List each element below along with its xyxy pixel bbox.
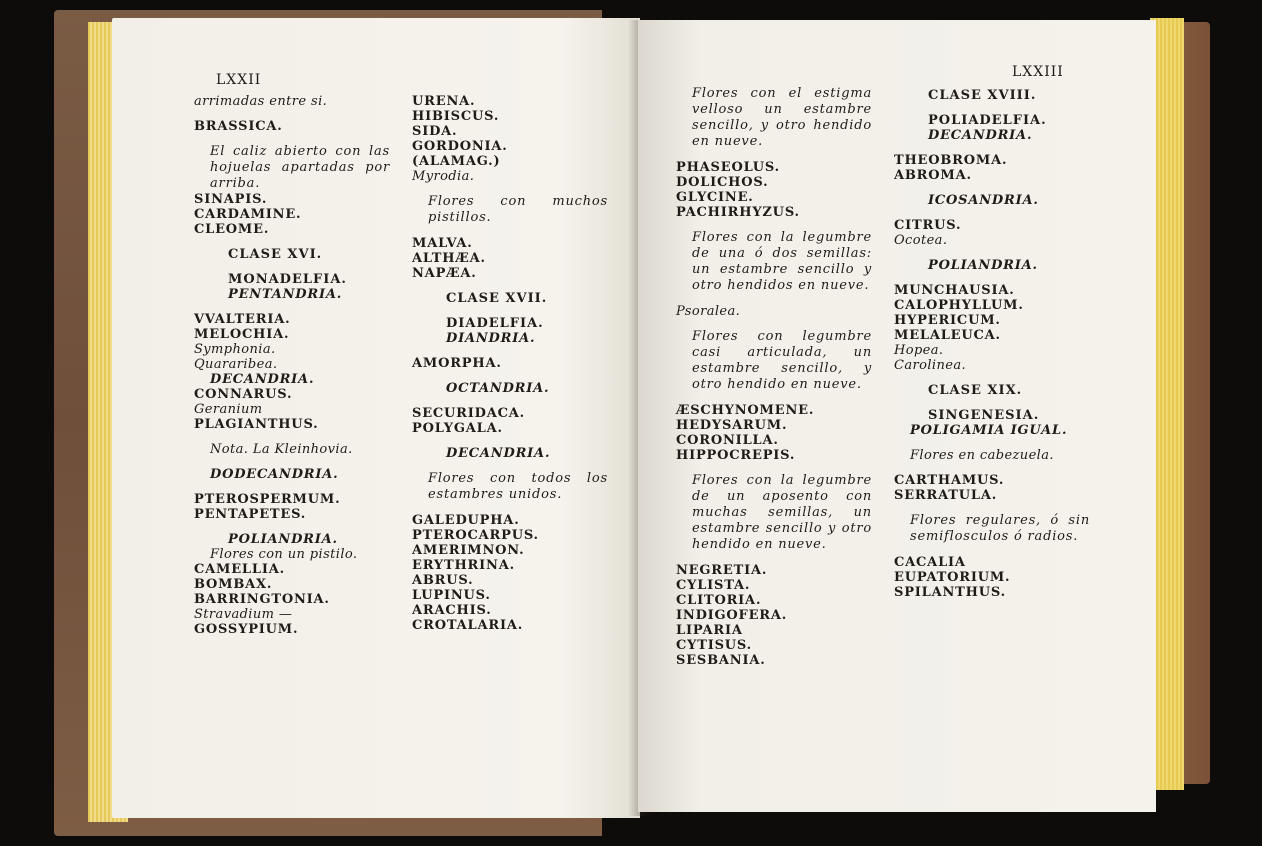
spacer bbox=[412, 461, 608, 471]
class-heading: DIADELFIA. bbox=[446, 316, 544, 331]
italic-entry: Ocotea. bbox=[894, 233, 948, 248]
genus-name: MELALEUCA. bbox=[894, 328, 1001, 343]
spacer bbox=[894, 248, 1090, 258]
genus-name: BRASSICA. bbox=[194, 119, 283, 134]
description-paragraph: Flores con la legumbre de una ó dos semillas: un estambre sencillo y otro hendidos en nueve. bbox=[692, 230, 872, 293]
genus-name: SERRATULA. bbox=[894, 488, 998, 503]
page-number: LXXII bbox=[216, 72, 262, 88]
spacer bbox=[894, 438, 1090, 448]
genus-name: (ALAMAG.) bbox=[412, 154, 501, 169]
spacer bbox=[894, 503, 1090, 513]
genus-name: CLITORIA. bbox=[676, 593, 762, 608]
genus-name: AMERIMNON. bbox=[412, 543, 525, 558]
spacer bbox=[676, 393, 872, 403]
description-paragraph: Flores con muchos pistillos. bbox=[428, 194, 608, 225]
italic-entry: Geranium bbox=[194, 402, 263, 417]
genus-name: PENTAPETES. bbox=[194, 507, 307, 522]
genus-name: MUNCHAUSIA. bbox=[894, 283, 1015, 298]
genus-name: HIBISCUS. bbox=[412, 109, 500, 124]
class-heading: CLASE XVII. bbox=[446, 291, 548, 306]
italic-entry: Nota. La Kleinhovia. bbox=[210, 442, 353, 457]
spacer bbox=[412, 346, 608, 356]
genus-name: CLEOME. bbox=[194, 222, 270, 237]
genus-name: CARDAMINE. bbox=[194, 207, 302, 222]
description-paragraph: Flores con todos los estambres unidos. bbox=[428, 471, 608, 502]
genus-name: POLYGALA. bbox=[412, 421, 503, 436]
spacer bbox=[894, 463, 1090, 473]
genus-name: ABRUS. bbox=[412, 573, 474, 588]
genus-name: CAMELLIA. bbox=[194, 562, 285, 577]
genus-name: HIPPOCREPIS. bbox=[676, 448, 796, 463]
spacer bbox=[894, 103, 1090, 113]
italic-entry: Hopea. bbox=[894, 343, 944, 358]
right-column-2 bbox=[894, 88, 1090, 600]
class-heading: MONADELFIA. bbox=[228, 272, 347, 287]
order-heading: ICOSANDRIA. bbox=[928, 193, 1039, 208]
genus-name: ÆSCHYNOMENE. bbox=[676, 403, 815, 418]
spacer bbox=[676, 294, 872, 304]
genus-name: NEGRETIA. bbox=[676, 563, 768, 578]
order-heading: PENTANDRIA. bbox=[228, 287, 343, 302]
italic-entry: Symphonia. bbox=[194, 342, 276, 357]
genus-name: SPILANTHUS. bbox=[894, 585, 1006, 600]
spacer bbox=[194, 432, 390, 442]
genus-name: DOLICHOS. bbox=[676, 175, 769, 190]
genus-name: PHASEOLUS. bbox=[676, 160, 780, 175]
spacer bbox=[412, 436, 608, 446]
genus-name: LIPARIA bbox=[676, 623, 743, 638]
genus-name: SIDA. bbox=[412, 124, 458, 139]
genus-name: SECURIDACA. bbox=[412, 406, 525, 421]
genus-name: ABROMA. bbox=[894, 168, 972, 183]
spacer bbox=[676, 553, 872, 563]
genus-name: ERYTHRINA. bbox=[412, 558, 515, 573]
italic-entry: Carolinea. bbox=[894, 358, 967, 373]
spacer bbox=[412, 396, 608, 406]
genus-name: ARACHIS. bbox=[412, 603, 492, 618]
italic-entry: Quararibea. bbox=[194, 357, 278, 372]
spacer bbox=[194, 482, 390, 492]
spacer bbox=[894, 273, 1090, 283]
genus-name: CORONILLA. bbox=[676, 433, 779, 448]
order-heading: DODECANDRIA. bbox=[210, 467, 339, 482]
order-heading: DIANDRIA. bbox=[446, 331, 536, 346]
description-paragraph: El caliz abierto con las hojuelas apartadas por arriba. bbox=[210, 144, 390, 191]
genus-name: THEOBROMA. bbox=[894, 153, 1008, 168]
class-heading: CLASE XIX. bbox=[928, 383, 1023, 398]
genus-name: BARRINGTONIA. bbox=[194, 592, 330, 607]
spacer bbox=[412, 306, 608, 316]
genus-name: GOSSYPIUM. bbox=[194, 622, 299, 637]
genus-name: CYLISTA. bbox=[676, 578, 751, 593]
genus-name: HEDYSARUM. bbox=[676, 418, 788, 433]
italic-entry: Flores en cabezuela. bbox=[910, 448, 1054, 463]
genus-name: INDIGOFERA. bbox=[676, 608, 788, 623]
spacer bbox=[194, 109, 390, 119]
spacer bbox=[676, 319, 872, 329]
italic-entry: Myrodia. bbox=[412, 169, 475, 184]
spacer bbox=[894, 208, 1090, 218]
italic-entry: Psoralea. bbox=[676, 304, 741, 319]
spacer bbox=[894, 545, 1090, 555]
genus-name: ALTHÆA. bbox=[412, 251, 486, 266]
spacer bbox=[194, 302, 390, 312]
genus-name: LUPINUS. bbox=[412, 588, 491, 603]
spacer bbox=[412, 184, 608, 194]
genus-name: GALEDUPHA. bbox=[412, 513, 520, 528]
spacer bbox=[894, 143, 1090, 153]
order-heading: DECANDRIA. bbox=[210, 372, 315, 387]
genus-name: URENA. bbox=[412, 94, 476, 109]
genus-name: CACALIA bbox=[894, 555, 966, 570]
right-column-1 bbox=[676, 86, 872, 668]
genus-name: AMORPHA. bbox=[412, 356, 502, 371]
genus-name: NAPÆA. bbox=[412, 266, 477, 281]
description-paragraph: Flores con la legumbre de un aposento con muchas semillas, un estambre sencillo y otro hendido en nueve. bbox=[692, 473, 872, 552]
page-number: LXXIII bbox=[1012, 64, 1064, 80]
genus-name: MALVA. bbox=[412, 236, 473, 251]
genus-name: HYPERICUM. bbox=[894, 313, 1001, 328]
genus-name: GORDONIA. bbox=[412, 139, 508, 154]
spacer bbox=[412, 281, 608, 291]
spacer bbox=[194, 262, 390, 272]
spacer bbox=[194, 457, 390, 467]
spacer bbox=[412, 503, 608, 513]
spacer bbox=[676, 463, 872, 473]
genus-name: EUPATORIUM. bbox=[894, 570, 1011, 585]
spacer bbox=[676, 150, 872, 160]
genus-name: SINAPIS. bbox=[194, 192, 268, 207]
class-heading: SINGENESIA. bbox=[928, 408, 1040, 423]
spacer bbox=[412, 371, 608, 381]
spacer bbox=[194, 522, 390, 532]
order-heading: OCTANDRIA. bbox=[446, 381, 550, 396]
order-heading: POLIGAMIA IGUAL. bbox=[910, 423, 1068, 438]
spacer bbox=[894, 373, 1090, 383]
genus-name: GLYCINE. bbox=[676, 190, 754, 205]
genus-name: CROTALARIA. bbox=[412, 618, 524, 633]
class-heading: CLASE XVI. bbox=[228, 247, 323, 262]
italic-entry: arrimadas entre si. bbox=[194, 94, 328, 109]
left-page bbox=[112, 18, 640, 818]
spacer bbox=[194, 237, 390, 247]
left-column-1 bbox=[194, 94, 390, 637]
genus-name: PTEROSPERMUM. bbox=[194, 492, 341, 507]
genus-name: PLAGIANTHUS. bbox=[194, 417, 319, 432]
order-heading: DECANDRIA. bbox=[446, 446, 551, 461]
spacer bbox=[676, 220, 872, 230]
left-column-2 bbox=[412, 94, 608, 633]
spacer bbox=[194, 134, 390, 144]
genus-name: VVALTERIA. bbox=[194, 312, 291, 327]
spacer bbox=[894, 183, 1090, 193]
genus-name: CITRUS. bbox=[894, 218, 962, 233]
class-heading: CLASE XVIII. bbox=[928, 88, 1037, 103]
genus-name: SESBANIA. bbox=[676, 653, 766, 668]
right-page bbox=[638, 20, 1156, 812]
order-heading: DECANDRIA. bbox=[928, 128, 1033, 143]
genus-name: CONNARUS. bbox=[194, 387, 293, 402]
description-paragraph: Flores con el estigma velloso un estambre sencillo, y otro hendido en nueve. bbox=[692, 86, 872, 149]
genus-name: CALOPHYLLUM. bbox=[894, 298, 1024, 313]
spacer bbox=[894, 398, 1090, 408]
italic-entry: Flores con un pistilo. bbox=[210, 547, 358, 562]
description-paragraph: Flores con legumbre casi articulada, un estambre sencillo, y otro hendido en nueve. bbox=[692, 329, 872, 392]
description-paragraph: Flores regulares, ó sin semiflosculos ó radios. bbox=[910, 513, 1090, 544]
genus-name: BOMBAX. bbox=[194, 577, 273, 592]
order-heading: POLIANDRIA. bbox=[928, 258, 1038, 273]
genus-name: PACHIRHYZUS. bbox=[676, 205, 800, 220]
genus-name: CYTISUS. bbox=[676, 638, 752, 653]
order-heading: POLIANDRIA. bbox=[228, 532, 338, 547]
spacer bbox=[412, 226, 608, 236]
italic-entry: Stravadium — bbox=[194, 607, 293, 622]
genus-name: CARTHAMUS. bbox=[894, 473, 1005, 488]
genus-name: MELOCHIA. bbox=[194, 327, 290, 342]
class-heading: POLIADELFIA. bbox=[928, 113, 1047, 128]
genus-name: PTEROCARPUS. bbox=[412, 528, 539, 543]
